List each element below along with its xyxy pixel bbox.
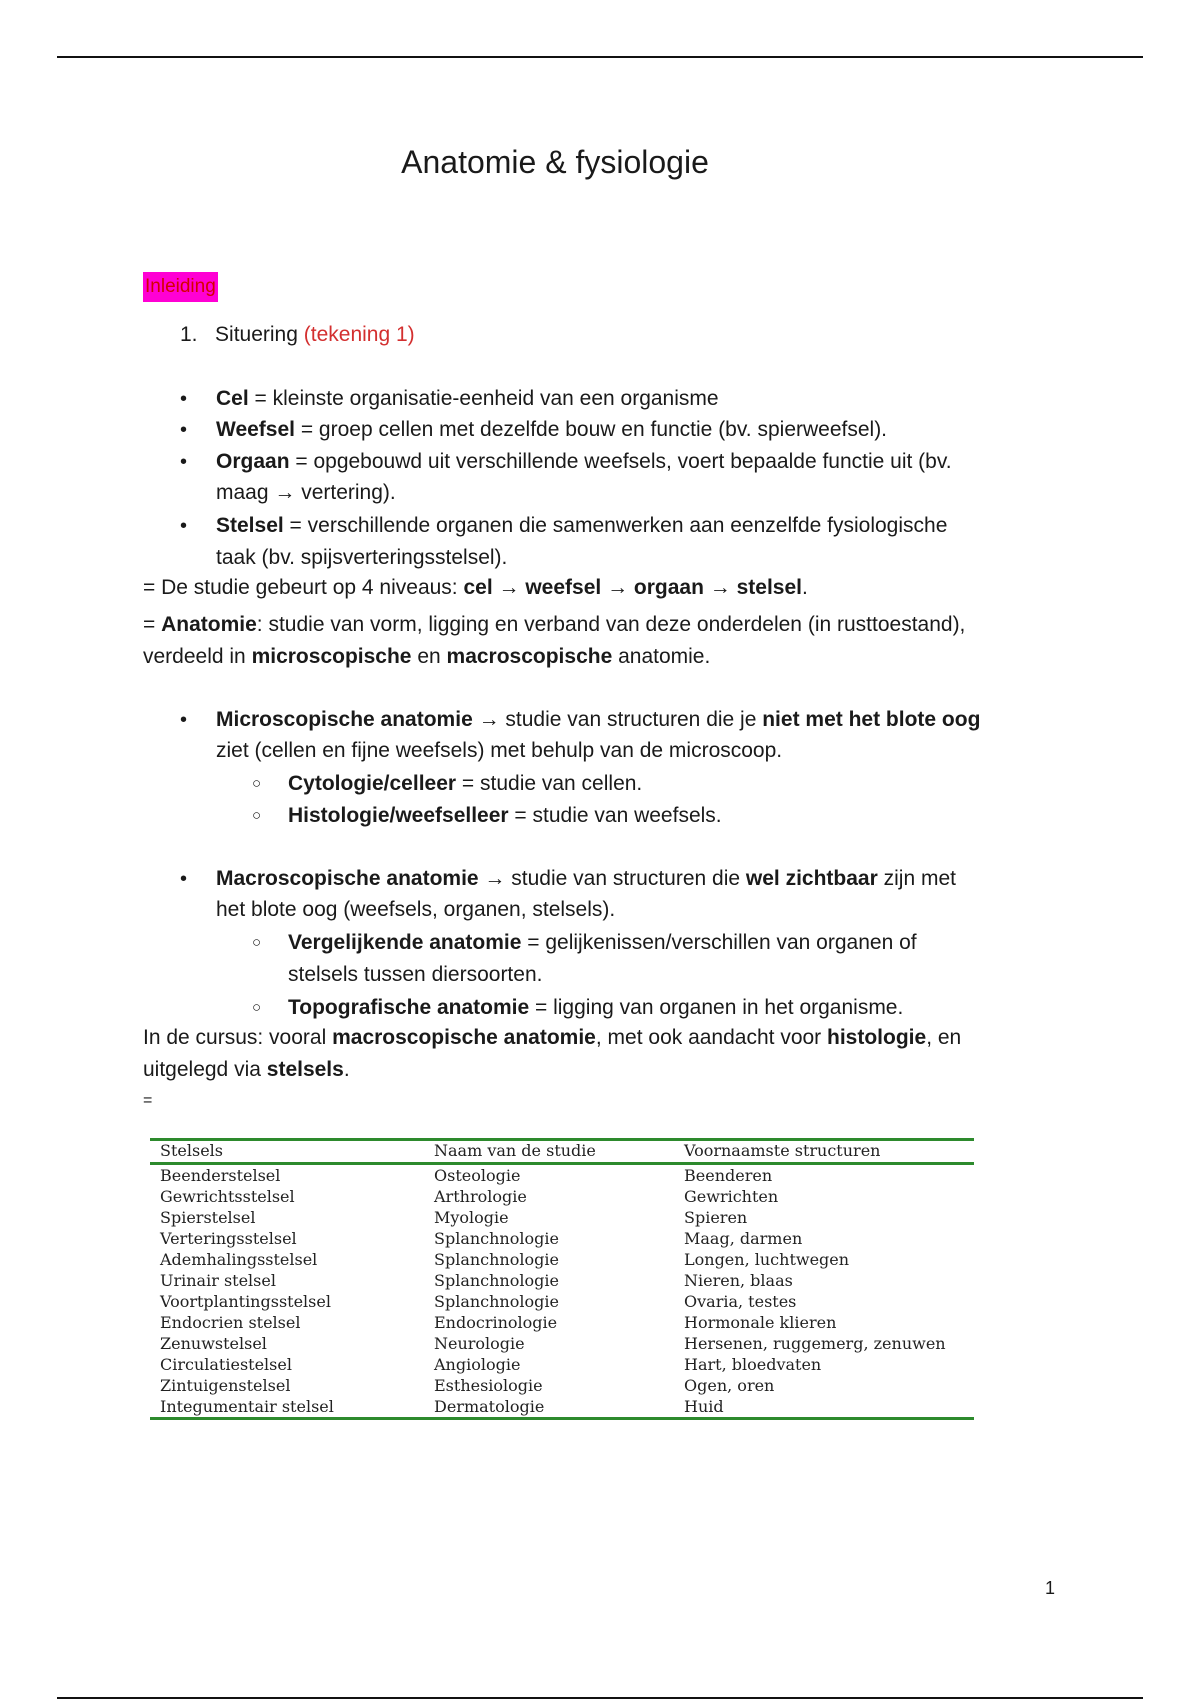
table-cell: Gewrichtsstelsel — [160, 1187, 295, 1206]
table-row — [150, 1291, 974, 1312]
table-cell: Splanchnologie — [434, 1292, 559, 1311]
course-line2-end: . — [343, 1058, 350, 1081]
bullet-icon: • — [180, 709, 188, 731]
table-cell: Hormonale klieren — [684, 1313, 837, 1332]
table-cell: Spierstelsel — [160, 1208, 256, 1227]
table-cell: Voortplantingsstelsel — [160, 1292, 331, 1311]
sub-desc: = studie van weefsels. — [508, 804, 722, 827]
course-line2-prefix: uitgelegd via — [143, 1058, 267, 1081]
table-cell: Angiologie — [434, 1355, 521, 1374]
level-term: Stelsel — [216, 514, 284, 537]
study-prefix: = De studie gebeurt op 4 niveaus: — [143, 576, 464, 599]
bottom-rule — [57, 1697, 1143, 1699]
course-note — [143, 1023, 961, 1053]
circle-bullet-icon: ○ — [252, 934, 262, 951]
section-tag-highlight: Inleiding — [143, 272, 218, 302]
table-cell: Beenderstelsel — [160, 1166, 281, 1185]
micro-anatomy — [216, 705, 980, 735]
page-number: 1 — [1045, 1578, 1056, 1598]
table-cell: Esthesiologie — [434, 1376, 543, 1395]
study-level: stelsel — [736, 576, 802, 599]
sub-desc: = ligging van organen in het organisme. — [529, 996, 904, 1019]
table-cell: Arthrologie — [434, 1187, 527, 1206]
table-cell: Maag, darmen — [684, 1229, 803, 1248]
def-en: en — [411, 645, 447, 668]
level-stelsel — [216, 511, 947, 541]
level-orgaan — [216, 447, 952, 477]
table-cell: Dermatologie — [434, 1397, 545, 1416]
item-text: Situering — [215, 323, 298, 346]
table-cell: Huid — [684, 1397, 724, 1416]
table-row — [150, 1228, 974, 1249]
table-body — [150, 1165, 974, 1417]
def-term: Anatomie — [161, 613, 257, 636]
table-cell: Ovaria, testes — [684, 1292, 797, 1311]
micro-sub-histologie — [288, 801, 722, 831]
study-suffix: . — [801, 576, 808, 599]
level-term: Cel — [216, 387, 249, 410]
level-desc: = kleinste organisatie-eenheid van een organisme — [248, 387, 719, 410]
level-desc: = verschillende organen die samenwerken aan eenzelfde fysiologische — [283, 514, 948, 537]
study-arrow: → — [601, 576, 634, 599]
table-cell: Circulatiestelsel — [160, 1355, 292, 1374]
macro-term: Macroscopische anatomie — [216, 867, 479, 890]
sub-desc: = gelijkenissen/verschillen van organen of — [521, 931, 917, 954]
study-level: orgaan — [633, 576, 704, 599]
study-level: weefsel — [525, 576, 602, 599]
table-header-row — [150, 1141, 974, 1162]
table-header: Naam van de studie — [434, 1141, 596, 1160]
stelsels-table — [150, 1138, 974, 1420]
course-end: , en — [926, 1026, 962, 1049]
table-cell: Endocrinologie — [434, 1313, 558, 1332]
course-note-cont — [143, 1055, 350, 1085]
def-macro: macroscopische — [446, 645, 613, 668]
circle-bullet-icon: ○ — [252, 775, 262, 792]
page-title: Anatomie & fysiologie — [401, 144, 709, 180]
course-bold: stelsels — [266, 1058, 344, 1081]
table-cell: Neurologie — [434, 1334, 525, 1353]
table-bottom-rule — [150, 1417, 974, 1420]
level-term: Orgaan — [216, 450, 290, 473]
study-arrow: → — [492, 576, 526, 599]
table-row — [150, 1207, 974, 1228]
level-cel — [216, 384, 719, 414]
macro-sub-topografisch — [288, 993, 903, 1023]
def-rest: : studie van vorm, ligging en verband van deze onderdelen (in rusttoestand), — [256, 613, 966, 636]
stray-symbol: = — [143, 1092, 153, 1109]
def-suffix: anatomie. — [612, 645, 711, 668]
study-arrow: → — [703, 576, 737, 599]
table-row — [150, 1354, 974, 1375]
level-term: Weefsel — [216, 418, 295, 441]
table-cell: Zenuwstelsel — [160, 1334, 267, 1353]
bullet-icon: • — [180, 868, 188, 890]
table-cell: Zintuigenstelsel — [160, 1376, 291, 1395]
table-row — [150, 1375, 974, 1396]
level-desc: = opgebouwd uit verschillende weefsels, voert bepaalde functie uit (bv. — [289, 450, 952, 473]
bullet-icon: • — [180, 451, 188, 473]
table-cell: Spieren — [684, 1208, 748, 1227]
sub-desc: = studie van cellen. — [456, 772, 643, 795]
table-cell: Integumentair stelsel — [160, 1397, 334, 1416]
circle-bullet-icon: ○ — [252, 807, 262, 824]
bullet-icon: • — [180, 388, 188, 410]
sub-term: Vergelijkende anatomie — [288, 931, 522, 954]
macro-desc: → studie van structuren die — [478, 867, 746, 890]
macro-sub-vergelijkend-cont: stelsels tussen diersoorten. — [288, 963, 543, 986]
bullet-icon: • — [180, 419, 188, 441]
table-header: Stelsels — [160, 1141, 223, 1160]
table-row — [150, 1186, 974, 1207]
table-cell: Urinair stelsel — [160, 1271, 276, 1290]
macro-desc-end: zijn met — [877, 867, 956, 890]
micro-sub-cytologie — [288, 769, 642, 799]
table-row — [150, 1312, 974, 1333]
table-cell: Splanchnologie — [434, 1271, 559, 1290]
macro-bold: wel zichtbaar — [745, 867, 878, 890]
anatomy-definition — [143, 610, 965, 640]
table-row — [150, 1396, 974, 1417]
def-prefix: = — [143, 613, 162, 636]
table-cell: Ademhalingsstelsel — [160, 1250, 318, 1269]
table-cell: Nieren, blaas — [684, 1271, 793, 1290]
macro-anatomy-cont: het blote oog (weefsels, organen, stelsels). — [216, 898, 616, 921]
table-cell: Gewrichten — [684, 1187, 779, 1206]
sub-term: Histologie/weefselleer — [288, 804, 509, 827]
course-prefix: In de cursus: vooral — [143, 1026, 333, 1049]
top-rule — [57, 56, 1143, 58]
table-cell: Ogen, oren — [684, 1376, 775, 1395]
course-bold: macroscopische anatomie — [332, 1026, 596, 1049]
table-row — [150, 1165, 974, 1186]
study-level: cel — [463, 576, 493, 599]
anatomy-definition-cont — [143, 642, 710, 672]
table-cell: Splanchnologie — [434, 1229, 559, 1248]
bullet-icon: • — [180, 515, 188, 537]
table-cell: Hart, bloedvaten — [684, 1355, 822, 1374]
level-stelsel-cont: taak (bv. spijsverteringsstelsel). — [216, 546, 508, 569]
def-line2-prefix: verdeeld in — [143, 645, 252, 668]
course-bold: histologie — [827, 1026, 927, 1049]
circle-bullet-icon: ○ — [252, 999, 262, 1016]
numbered-item — [180, 320, 415, 350]
table-cell: Beenderen — [684, 1166, 773, 1185]
micro-anatomy-cont: ziet (cellen en fijne weefsels) met behulp van de microscoop. — [216, 739, 783, 762]
table-row — [150, 1270, 974, 1291]
table-cell: Hersenen, ruggemerg, zenuwen — [684, 1334, 946, 1353]
course-mid: , met ook aandacht voor — [595, 1026, 828, 1049]
macro-sub-vergelijkend — [288, 928, 917, 958]
micro-bold: niet met het blote oog — [762, 708, 981, 731]
table-cell: Longen, luchtwegen — [684, 1250, 850, 1269]
sub-term: Topografische anatomie — [288, 996, 530, 1019]
table-cell: Endocrien stelsel — [160, 1313, 301, 1332]
micro-term: Microscopische anatomie — [216, 708, 473, 731]
def-micro: microscopische — [251, 645, 412, 668]
macro-anatomy — [216, 864, 956, 894]
table-cell: Osteologie — [434, 1166, 521, 1185]
item-number: 1. — [180, 323, 198, 346]
table-row — [150, 1249, 974, 1270]
micro-desc: → studie van structuren die je — [472, 708, 763, 731]
level-weefsel — [216, 415, 887, 445]
item-note: (tekening 1) — [303, 323, 415, 346]
table-cell: Verteringsstelsel — [160, 1229, 297, 1248]
table-cell: Splanchnologie — [434, 1250, 559, 1269]
sub-term: Cytologie/celleer — [288, 772, 457, 795]
table-header: Voornaamste structuren — [684, 1141, 881, 1160]
table-cell: Myologie — [434, 1208, 509, 1227]
table-row — [150, 1333, 974, 1354]
level-desc: = groep cellen met dezelfde bouw en functie (bv. spierweefsel). — [295, 418, 888, 441]
study-levels-line — [143, 573, 808, 603]
level-orgaan-cont: maag → vertering). — [216, 481, 396, 504]
